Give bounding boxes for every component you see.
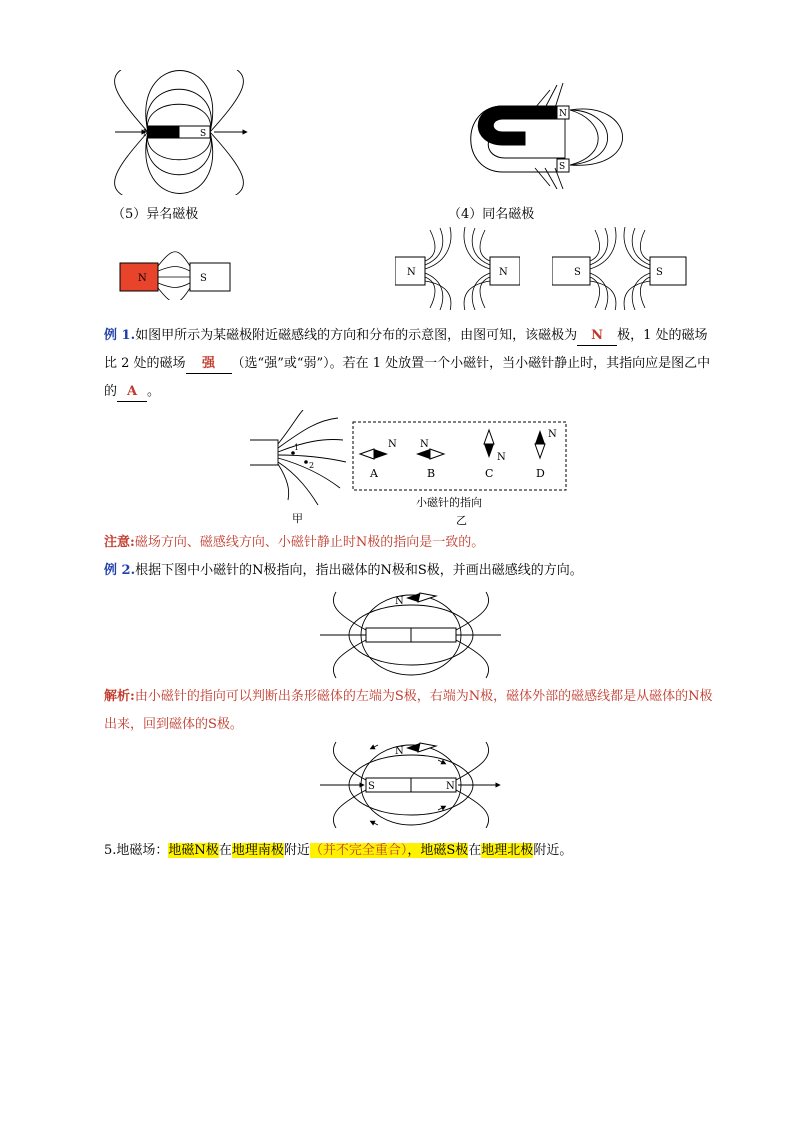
- bar-magnet-field-figure: [110, 70, 250, 195]
- note-label: 注意:: [104, 535, 135, 550]
- example1-figure: [248, 410, 578, 530]
- note-paragraph: [104, 529, 720, 557]
- example1-label: 例 1.: [104, 328, 136, 343]
- pole-label-s: S: [200, 273, 207, 284]
- item5-prefix: 5.地磁场：: [104, 843, 169, 858]
- pole-label-n: N: [499, 267, 508, 278]
- caption-fig5: （5）异名磁极: [112, 207, 199, 222]
- example2-paragraph: [104, 557, 720, 585]
- opposite-poles-figure: [118, 235, 233, 300]
- analysis-label: 解析:: [104, 689, 135, 704]
- option-c: C: [485, 467, 494, 480]
- pole-label-s: S: [200, 129, 207, 139]
- pole-label-n: N: [559, 109, 567, 119]
- example1-text-b: 极，1 处的磁场比 2 处的磁场: [104, 328, 708, 371]
- pole-label-s: S: [574, 267, 581, 278]
- needle-n-label: N: [388, 439, 397, 450]
- item5-highlight-2: 地理南极: [231, 843, 284, 858]
- option-b: B: [427, 467, 436, 480]
- needle-n-label: N: [395, 596, 404, 607]
- item5-text-4: 在: [468, 843, 482, 858]
- point-label-2: 2: [309, 461, 315, 470]
- item5-highlight-5: 地理北极: [481, 843, 534, 858]
- pole-label-n: N: [138, 273, 147, 284]
- pole-label-s: S: [559, 162, 566, 172]
- item5-text-1: 在: [218, 843, 232, 858]
- pole-label-s: S: [656, 267, 663, 278]
- needle-n-label: N: [497, 452, 506, 463]
- example1-paragraph: [104, 322, 720, 406]
- horseshoe-magnet-figure: [465, 80, 640, 190]
- item5-highlight-4: 地磁S极: [420, 843, 469, 858]
- example1-text-d: 。: [147, 384, 161, 399]
- like-poles-ss-figure: [552, 225, 687, 310]
- pole-label-s: S: [368, 781, 375, 792]
- pole-label-n: N: [143, 129, 151, 139]
- example1-text-c: （选“强”或“弱”）。若在 1 处放置一个小磁针，当小磁针静止时，其指向应是图乙中的: [104, 356, 711, 399]
- example2-label: 例 2.: [104, 563, 136, 578]
- pole-label-n: N: [407, 267, 416, 278]
- example2-answer-figure: [318, 738, 503, 828]
- answer-blank-3: A: [117, 383, 147, 402]
- example1-text-a: 如图甲所示为某磁极附近磁感线的方向和分布的示意图，由图可知，该磁极为: [135, 328, 578, 343]
- needle-n-label: N: [420, 439, 429, 450]
- example2-magnet-figure: [318, 590, 503, 680]
- answer-blank-1: N: [577, 327, 617, 346]
- pole-label-n: N: [446, 781, 455, 792]
- analysis-text: 由小磁针的指向可以判断出条形磁体的左端为S极，右端为N极，磁体外部的磁感线都是从磁体的N极出来，回到磁体的S极。: [104, 689, 713, 732]
- item5-highlight-1: 地磁N极: [168, 843, 219, 858]
- note-text: 磁场方向、磁感线方向、小磁针静止时N极的指向是一致的。: [134, 535, 485, 550]
- example2-text: 根据下图中小磁针的N极指向，指出磁体的N极和S极，并画出磁感线的方向。: [135, 563, 583, 578]
- needle-n-label: N: [548, 429, 557, 440]
- item5-paragraph: [104, 837, 720, 865]
- item5-text-5: 附近。: [533, 843, 573, 858]
- needle-n-label: N: [395, 746, 404, 757]
- like-poles-nn-figure: [395, 225, 520, 310]
- point-label-1: 1: [294, 443, 300, 452]
- option-d: D: [536, 467, 545, 480]
- item5-highlight-3: （并不完全重合）: [309, 843, 408, 858]
- item5-text-2: 附近: [283, 843, 310, 858]
- box-caption: 小磁针的指向: [416, 496, 482, 509]
- figure-label-yi: 乙: [456, 514, 467, 527]
- figure-label-jia: 甲: [292, 512, 303, 525]
- item5-text-3: ，: [407, 843, 421, 858]
- caption-fig4: （4）同名磁极: [448, 207, 535, 222]
- answer-blank-2: 强: [186, 355, 232, 374]
- option-a: A: [370, 467, 378, 480]
- analysis-paragraph: [104, 683, 720, 739]
